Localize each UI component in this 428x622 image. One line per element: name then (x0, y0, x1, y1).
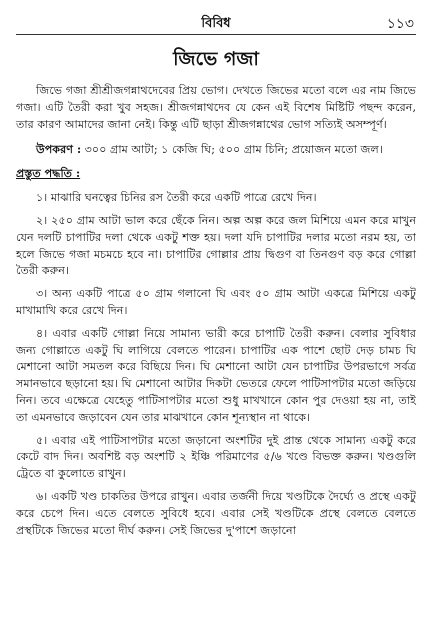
step-number: ১। (36, 191, 48, 205)
page-number: ১১৩ (386, 16, 414, 32)
ingredients-text: ৩০০ গ্রাম আটা; ১ কেজি ঘি; ৫০০ গ্রাম চিনি; প্রয়োজন মতো জল। (84, 143, 383, 157)
step-number: ৬। (36, 489, 48, 503)
step-number: ৪। (36, 326, 48, 340)
step-paragraph (16, 433, 416, 483)
step-number: ৫। (36, 433, 48, 447)
step-text: এবার একটি গোল্লা নিয়ে সামান্য ভারী করে চাপাটি তৈরী করুন। বেলার সুবিধার জন্য গোল্লাতে একটু ঘি লাগিয়ে বেলতে পারেন। চাপাটির এক পাশে ছোট দেড় চামচ ঘি মেশানো আটা সমতল করে বিছিয়ে দিন। ঘি মেশানো আটা যেন চাপাটির উপরভাগে সর্বত্র সমানভাবে ছড়ানো হয়। ঘি মেশানো আটার দিকটা ভেতরে ফেলে পাটিসাপটার মতো জড়িয়ে নিন। তবে এক্ষেত্রে যেহেতু পাটিসাপটার মতো শুধু মাখখানে কোন পুর দেওয়া হয় না, তাই তা এমনভাবে জড়াবেন যেন তার মাঝখানে কোন শূন্যস্থান না থাকে। (16, 326, 417, 424)
step-text: ২৫০ গ্রাম আটা ভাল করে ছেঁকে নিন। অল্প অল্প করে জল মিশিয়ে এমন করে মাখুন যেন দলটি চাপাটির দলা থেকে একটু শক্ত হয়। দলা যদি চাপাটির দলার মতো নরম হয়, তা হলে জিভে গজা মচমচে হবে না। চাপাটির গোল্লার প্রায় দ্বিগুণ বা তিনগুণ বড় করে গোল্লা তৈরী করুন। (16, 213, 416, 278)
step-paragraph (16, 213, 416, 280)
recipe-title: জিভে গজা (173, 48, 259, 70)
step-paragraph (16, 489, 416, 539)
intro-paragraph: জিভে গজা শ্রীশ্রীজগন্নাথদেবের প্রিয় ভোগ। দেখতে জিভের মতো বলে এর নাম জিভে গজা। এটি তৈরী করা খুব সহজ। শ্রীজগন্নাথদেব যে কেন এই বিশেষ মিষ্টিটি পছন্দ করেন, তার কারণ আমাদের জানা নেই। কিন্তু এটি ছাড়া শ্রীজগন্নাথের ভোগ সত্যিই অসম্পূর্ণ। (16, 84, 416, 131)
step-paragraph (16, 286, 416, 320)
step-text: মাঝারি ঘনত্বের চিনির রস তৈরী করে একটি পাত্রে রেখে দিন। (50, 191, 317, 205)
step-paragraph (16, 190, 416, 207)
running-title: বিবিধ (201, 16, 231, 31)
step-number: ৩। (36, 287, 48, 301)
ingredients-paragraph (16, 141, 416, 159)
method-heading: প্রস্তুত পদ্ধতি : (16, 166, 81, 181)
step-text: এবার এই পাটিসাপটার মতো জড়ানো অংশটির দুই প্রান্ত থেকে সামান্য একটু করে কেটে বাদ দিন। অবশিষ্ট বড় অংশটি ২ ইঞ্চি পরিমাণের ৫/৬ খণ্ডে বিভক্ত করুন। খণ্ডগুলি ট্রেতে বা কুলোতে রাখুন। (16, 433, 416, 481)
step-text: একটি খণ্ড চাকতির উপরে রাখুন। এবার তর্জনী দিয়ে খণ্ডটিকে দৈর্ঘ্যে ও প্রস্থে একটু করে চেপে দিন। এতে বেলতে সুবিধে হবে। এবার সেই খণ্ডটিকে প্রস্থে বেলতে বেলতে প্রস্থটিকে জিভের মতো দীর্ঘ করুন। সেই জিভের দু'পাশে জড়ানো (16, 489, 416, 537)
page-header (16, 8, 416, 35)
step-paragraph (16, 326, 416, 427)
step-number: ২। (36, 213, 48, 227)
ingredients-label: উপকরণ : (36, 142, 82, 157)
step-text: অন্য একটি পাত্রে ৫০ গ্রাম গলানো ঘি এবং ৫০ গ্রাম আটা একত্রে মিশিয়ে একটু মাখামাখি করে রেখে দিন। (16, 287, 416, 317)
